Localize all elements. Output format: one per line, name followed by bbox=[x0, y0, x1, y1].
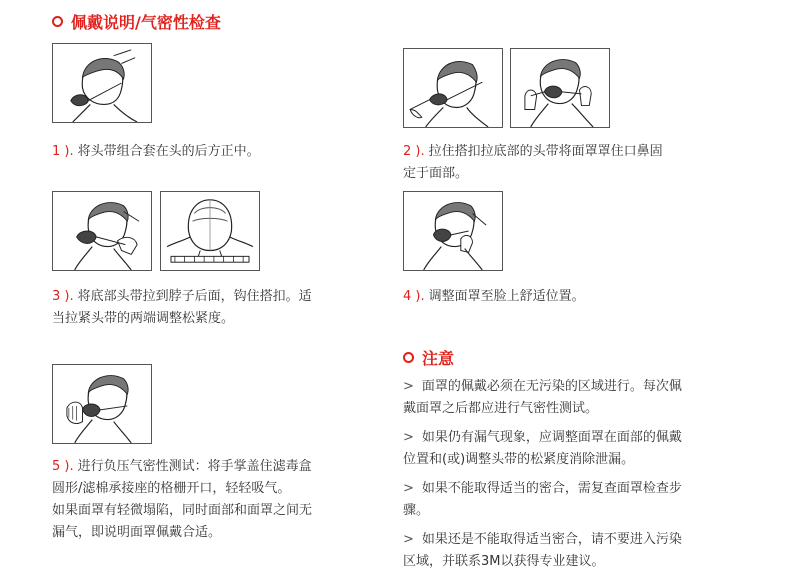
face-mask-adjust-icon bbox=[404, 192, 502, 270]
step-2 bbox=[403, 141, 733, 185]
face-mask-bottom-strap-icon bbox=[53, 192, 151, 270]
bullet-marker: > bbox=[403, 532, 414, 547]
note-item: > 面罩的佩戴必须在无污染的区域进行。每次佩 戴面罩之后都应进行气密性测试。 bbox=[403, 379, 682, 416]
face-mask-pull-tab-icon bbox=[404, 49, 502, 127]
back-of-head-straps-icon bbox=[161, 192, 259, 270]
illustration-step-3a bbox=[52, 191, 152, 271]
step-3 bbox=[52, 286, 382, 330]
bullet-marker: > bbox=[403, 379, 414, 394]
step-text: 调整面罩至脸上舒适位置。 bbox=[428, 289, 585, 304]
note-item: > 如果还是不能取得适当密合，请不要进入污染 区域，并联系3M以获得专业建议。 bbox=[403, 532, 682, 569]
face-mask-seal-check-icon bbox=[53, 365, 151, 443]
step-5 bbox=[52, 456, 392, 544]
step-number: 5 ). bbox=[52, 459, 74, 474]
bullet-marker: > bbox=[403, 430, 414, 445]
illustration-step-3b bbox=[160, 191, 260, 271]
note-item: > 如果仍有漏气现象，应调整面罩在面部的佩戴 位置和(或)调整头带的松紧度消除泄漏。 bbox=[403, 430, 682, 467]
step-text: 定于面部。 bbox=[403, 166, 469, 181]
step-number: 2 ). bbox=[403, 144, 425, 159]
bullet-marker: > bbox=[403, 481, 414, 496]
step-text: 拉住搭扣拉底部的头带将面罩罩住口鼻固 bbox=[428, 144, 663, 159]
step-number: 3 ). bbox=[52, 289, 74, 304]
illustration-step-1 bbox=[52, 43, 152, 123]
step-text: 进行负压气密性测试：将手掌盖住滤毒盒 bbox=[77, 459, 312, 474]
step-text: 当拉紧头带的两端调整松紧度。 bbox=[52, 311, 235, 326]
step-text: 圆形/滤棉承接座的格栅开口，轻轻吸气。 bbox=[52, 481, 291, 496]
circle-bullet-icon bbox=[52, 16, 63, 27]
illustration-step-5 bbox=[52, 364, 152, 444]
section-title: 佩戴说明/气密性检查 bbox=[71, 13, 221, 32]
step-text: 漏气，即说明面罩佩戴合适。 bbox=[52, 525, 222, 540]
notes-heading bbox=[403, 346, 454, 369]
illustration-step-2b bbox=[510, 48, 610, 128]
step-number: 1 ). bbox=[52, 144, 74, 159]
face-mask-head-strap-icon bbox=[53, 44, 151, 122]
step-text: 如果面罩有轻微塌陷，同时面部和面罩之间无 bbox=[52, 503, 313, 518]
face-mask-pull-up-icon bbox=[511, 49, 609, 127]
step-text: 将头带组合套在头的后方正中。 bbox=[77, 144, 260, 159]
circle-bullet-icon bbox=[403, 352, 414, 363]
section-heading bbox=[52, 10, 221, 33]
illustration-step-2a bbox=[403, 48, 503, 128]
step-1 bbox=[52, 141, 382, 163]
notes-title: 注意 bbox=[422, 349, 455, 368]
step-number: 4 ). bbox=[403, 289, 425, 304]
notes-list bbox=[403, 376, 748, 580]
step-4 bbox=[403, 286, 733, 308]
illustration-step-4 bbox=[403, 191, 503, 271]
note-item: > 如果不能取得适当的密合，需复查面罩检查步 骤。 bbox=[403, 481, 682, 518]
step-text: 将底部头带拉到脖子后面，钩住搭扣。适 bbox=[77, 289, 312, 304]
